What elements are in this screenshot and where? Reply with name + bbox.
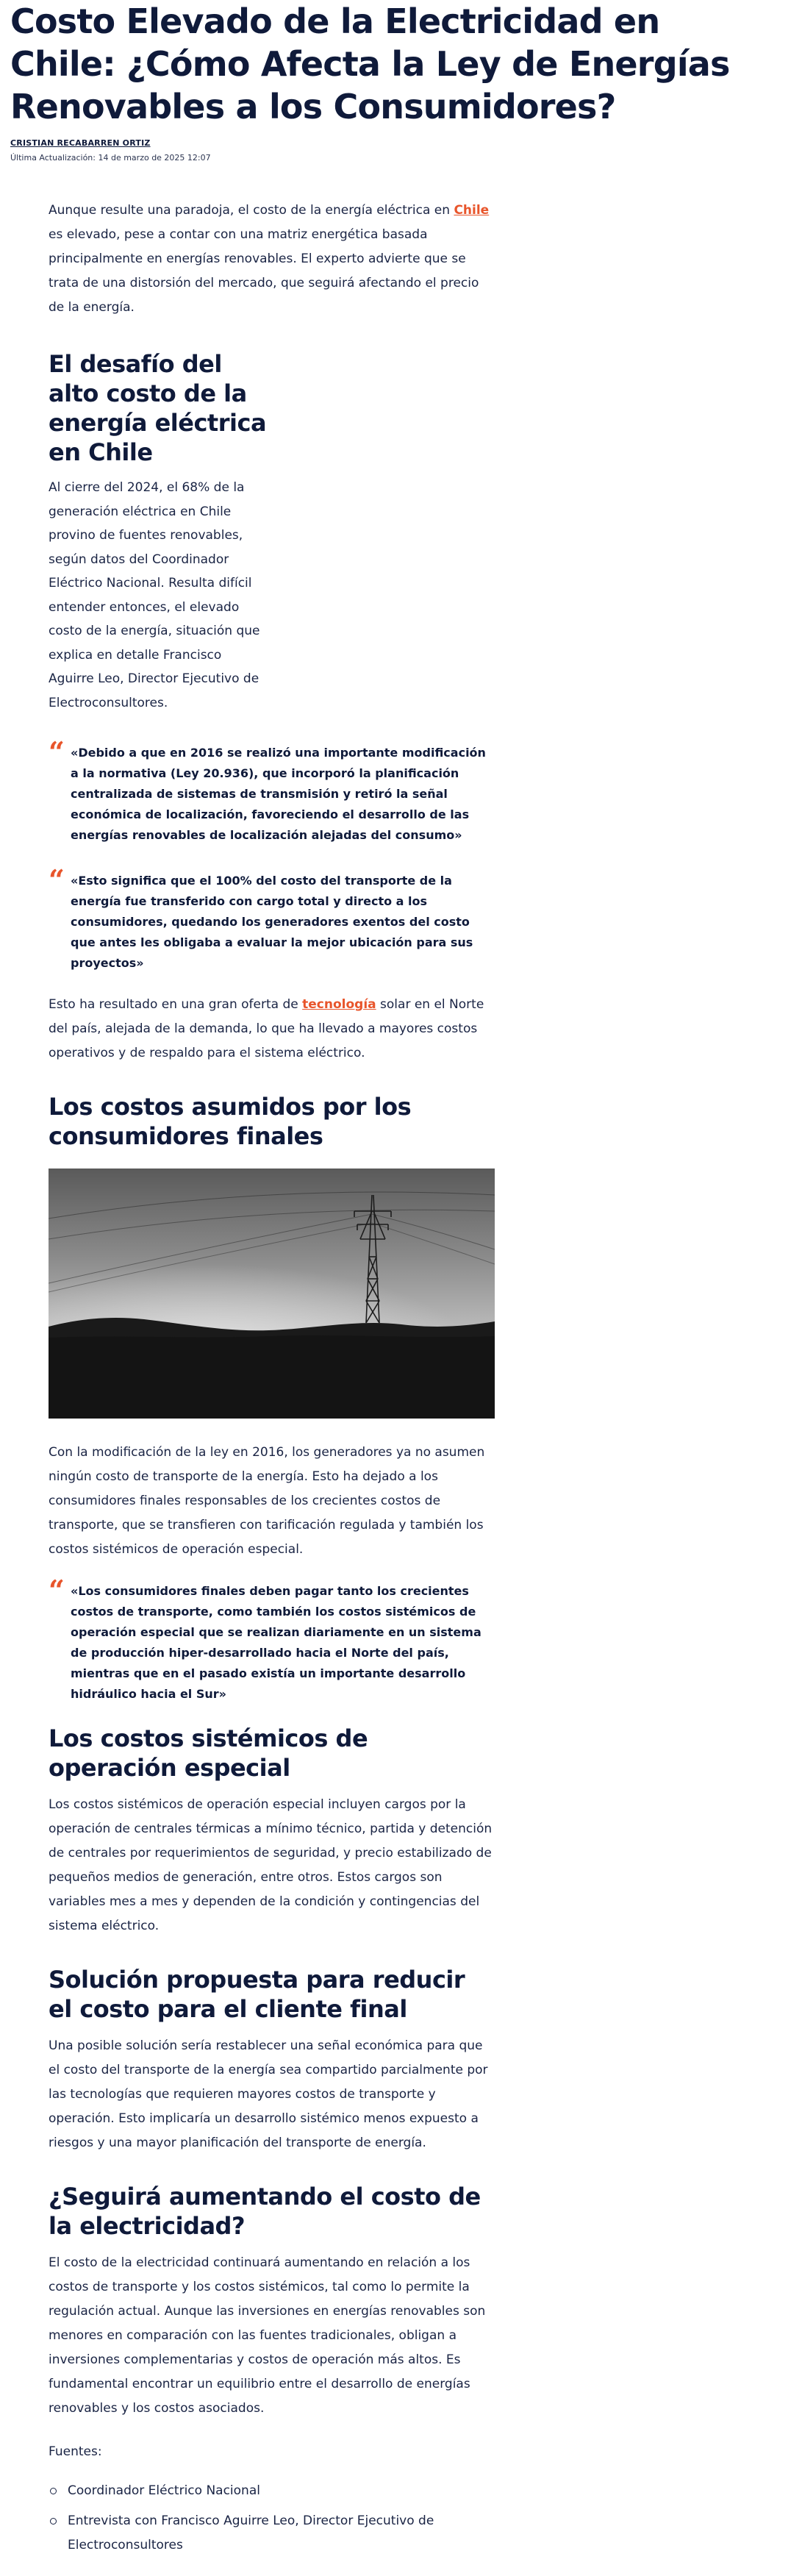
quote-consumers-pay: [49, 1574, 495, 1705]
section-solution-paragraph: Una posible solución sería restablecer una señal económica para que el costo del transporte de la energía sea compartido parcialmente por las tecnologías que requieren mayores costos de transporte y operación. Esto implicaría un desarrollo sistémico menos expuesto a riesgos y una mayor planificación del transporte de energía.: [49, 2038, 488, 2150]
sources-list: [49, 2479, 495, 2558]
quote-text: «Los consumidores finales deben pagar tanto los crecientes costos de transporte, como también los costos sistémicos de operación especial que se realizan diariamente en un sistema de producción hiper-desarrollado hacia el Norte del país, mientras que en el pasado existía un importante desarrollo hidráulico hacia el Sur»: [71, 1584, 481, 1701]
article-title: Costo Elevado de la Electricidad en Chile: ¿Cómo Afecta la Ley de Energías Renovables a los Consumidores?: [10, 1, 730, 126]
quote-law-change: [49, 735, 495, 846]
section-heading-future: ¿Seguirá aumentando el costo de la electricidad?: [49, 2183, 481, 2240]
section-heading-solution: Solución propuesta para reducir el costo para el cliente final: [49, 1966, 465, 2023]
solar-paragraph: Esto ha resultado en una gran oferta de tecnología solar en el Norte del país, alejada de la demanda, lo que ha llevado a mayores costos operativos y de respaldo para el sistema eléctrico.: [49, 997, 484, 1060]
chile-link[interactable]: Chile: [454, 203, 490, 218]
quote-transport-cost: [49, 863, 495, 974]
quote-icon: “: [49, 735, 65, 768]
quote-text: «Esto significa que el 100% del costo del transporte de la energía fue transferido con cargo total y directo a los consumidores, quedando los generadores exentos del costo que antes les obligaba a evaluar la mejor ubicación para sus proyectos»: [71, 874, 473, 970]
section-challenge-paragraph: Al cierre del 2024, el 68% de la generación eléctrica en Chile provino de fuentes renovables, según datos del Coordinador Eléctrico Nacional. Resulta difícil entender entonces, el elevado costo de la energía, situación que explica en detalle Francisco Aguirre Leo, Director Ejecutivo de Electroconsultores.: [49, 480, 260, 710]
quote-text: «Debido a que en 2016 se realizó una importante modificación a la normativa (Ley 20.936), que incorporó la planificación centralizada de sistemas de transmisión y retiró la señal económica de localización, favoreciendo el desarrollo de las energías renovables de localización alejadas del consumo»: [71, 746, 486, 842]
power-tower-photo: [49, 1169, 495, 1419]
section-future-paragraph: El costo de la electricidad continuará aumentando en relación a los costos de transporte y los costos sistémicos, tal como lo permite la regulación actual. Aunque las inversiones en energías renovables son menores en comparación con las fuentes tradicionales, obligan a inversiones complementarias y costos de operación más altos. Es fundamental encontrar un equilibrio entre el desarrollo de energías renovables y los costos asociados.: [49, 2255, 486, 2416]
intro-paragraph: Aunque resulte una paradoja, el costo de la energía eléctrica en Chile es elevado, pese a contar con una matriz energética basada principalmente en energías renovables. El experto advierte que se trata de una distorsión del mercado, que seguirá afectando el precio de la energía.: [49, 203, 490, 315]
section-heading-consumers: Los costos asumidos por los consumidores finales: [49, 1093, 412, 1150]
section-heading-challenge: El desafío del alto costo de la energía eléctrica en Chile: [49, 350, 267, 466]
list-item: Entrevista con Francisco Aguirre Leo, Director Ejecutivo de Electroconsultores: [49, 2509, 495, 2558]
section-consumers-paragraph: Con la modificación de la ley en 2016, los generadores ya no asumen ningún costo de transporte de la energía. Esto ha dejado a los consumidores finales responsables de los crecientes costos de transporte, que se transfieren con tarificación regulada y también los costos sistémicos de operación especial.: [49, 1445, 485, 1557]
quote-icon: “: [49, 1574, 65, 1607]
list-item: Coordinador Eléctrico Nacional: [49, 2479, 495, 2503]
author-link[interactable]: CRISTIAN RECABARREN ORTIZ: [10, 138, 151, 148]
tecnologia-link[interactable]: tecnología: [302, 997, 376, 1012]
sources-label: Fuentes:: [49, 2444, 102, 2459]
last-updated: Última Actualización: 14 de marzo de 2025 12:07: [10, 153, 211, 163]
section-heading-systemic: Los costos sistémicos de operación especial: [49, 1724, 368, 1782]
article-body: [49, 199, 495, 2558]
quote-icon: “: [49, 863, 65, 896]
section-systemic-paragraph: Los costos sistémicos de operación especial incluyen cargos por la operación de centrales térmicas a mínimo técnico, partida y detención de centrales por requerimientos de seguridad, y precio estabilizado de pequeños medios de generación, entre otros. Estos cargos son variables mes a mes y dependen de la condición y contingencias del sistema eléctrico.: [49, 1797, 493, 1933]
article-header: [0, 0, 802, 163]
